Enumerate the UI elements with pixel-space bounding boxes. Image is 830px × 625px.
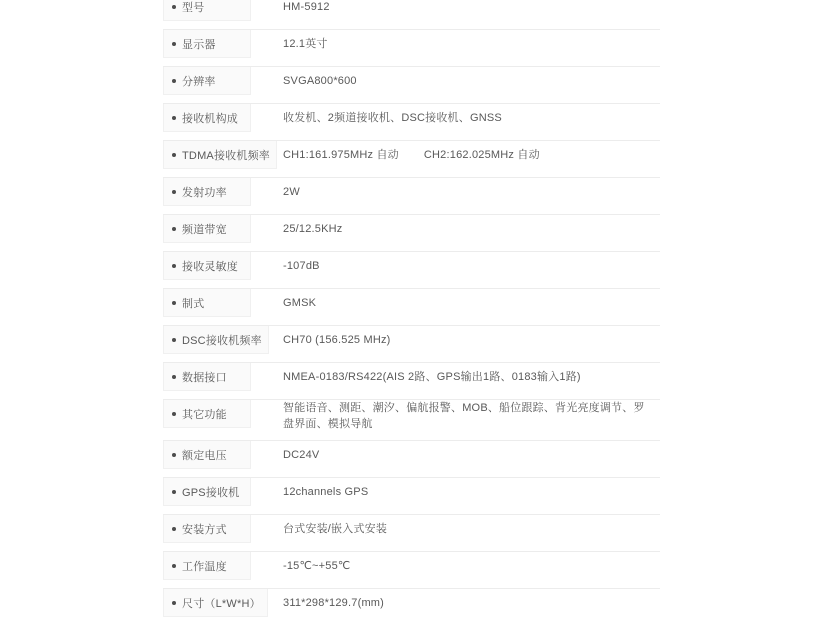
spec-value xyxy=(283,289,660,317)
spec-label-cell xyxy=(163,215,251,243)
spec-row xyxy=(163,399,660,440)
spec-row xyxy=(163,140,660,177)
spec-value-text: 12.1英寸 xyxy=(283,38,328,50)
bullet-icon xyxy=(172,490,176,494)
spec-value xyxy=(283,215,660,243)
spec-label-column xyxy=(163,441,283,469)
spec-label: TDMA接收机频率 xyxy=(182,149,270,162)
spec-label-cell xyxy=(163,552,251,580)
spec-label: 安装方式 xyxy=(182,523,227,536)
spec-label: 数据接口 xyxy=(182,371,227,384)
spec-label-cell xyxy=(163,363,251,391)
spec-row xyxy=(163,514,660,551)
spec-row xyxy=(163,214,660,251)
bullet-icon xyxy=(172,42,176,46)
spec-value xyxy=(283,0,660,21)
spec-label: 额定电压 xyxy=(182,449,227,462)
spec-label-cell xyxy=(163,104,251,132)
spec-value xyxy=(283,141,660,169)
spec-label-column xyxy=(163,326,283,354)
spec-row xyxy=(163,551,660,588)
spec-row xyxy=(163,588,660,625)
spec-label-column xyxy=(163,552,283,580)
spec-label: 工作温度 xyxy=(182,560,227,573)
spec-value xyxy=(283,252,660,280)
spec-label: 制式 xyxy=(182,297,205,310)
spec-table xyxy=(163,0,660,625)
spec-value xyxy=(283,30,660,58)
spec-value xyxy=(283,478,660,506)
spec-row xyxy=(163,288,660,325)
spec-value-text: SVGA800*600 xyxy=(283,75,357,87)
bullet-icon xyxy=(172,375,176,379)
spec-row xyxy=(163,251,660,288)
spec-row xyxy=(163,362,660,399)
spec-label-column xyxy=(163,589,283,617)
spec-label-cell xyxy=(163,515,251,543)
spec-label-cell xyxy=(163,30,251,58)
bullet-icon xyxy=(172,601,176,605)
spec-label-cell xyxy=(163,441,251,469)
spec-value-text: 311*298*129.7(mm) xyxy=(283,597,385,609)
bullet-icon xyxy=(172,527,176,531)
spec-value-text: HM-5912 xyxy=(283,1,330,13)
spec-label: 尺寸（L*W*H） xyxy=(182,597,261,610)
bullet-icon xyxy=(172,227,176,231)
bullet-icon xyxy=(172,190,176,194)
spec-label-column xyxy=(163,515,283,543)
spec-row xyxy=(163,103,660,140)
spec-label-column xyxy=(163,104,283,132)
spec-label-column xyxy=(163,215,283,243)
spec-row xyxy=(163,0,660,29)
spec-value xyxy=(283,104,660,132)
spec-label-cell xyxy=(163,178,251,206)
spec-value-text: 台式安装/嵌入式安装 xyxy=(283,523,388,535)
bullet-icon xyxy=(172,338,176,342)
spec-label-cell xyxy=(163,589,268,617)
spec-value-part: CH1:161.975MHz 自动 xyxy=(283,149,399,161)
bullet-icon xyxy=(172,412,176,416)
bullet-icon xyxy=(172,153,176,157)
spec-value xyxy=(283,552,660,580)
spec-value-text: 智能语音、测距、潮汐、偏航报警、MOB、船位跟踪、背光亮度调节、罗盘界面、模拟导航 xyxy=(283,402,645,430)
spec-label-cell xyxy=(163,289,251,317)
spec-value xyxy=(283,326,660,354)
spec-label: 接收机构成 xyxy=(182,112,238,125)
spec-row xyxy=(163,477,660,514)
bullet-icon xyxy=(172,264,176,268)
spec-label-column xyxy=(163,400,283,428)
spec-row xyxy=(163,325,660,362)
spec-label-column xyxy=(163,178,283,206)
spec-row xyxy=(163,177,660,214)
spec-label: 发射功率 xyxy=(182,186,227,199)
spec-value xyxy=(283,589,660,617)
spec-label-cell xyxy=(163,400,251,428)
spec-label-cell xyxy=(163,67,251,95)
spec-value xyxy=(283,515,660,543)
bullet-icon xyxy=(172,116,176,120)
spec-label-cell xyxy=(163,0,251,21)
spec-label-column xyxy=(163,0,283,21)
spec-label: 分辨率 xyxy=(182,75,216,88)
spec-label-column xyxy=(163,67,283,95)
spec-value-text: 收发机、2频道接收机、DSC接收机、GNSS xyxy=(283,112,502,124)
spec-label-column xyxy=(163,252,283,280)
spec-label: 其它功能 xyxy=(182,408,227,421)
spec-label-cell xyxy=(163,326,269,354)
spec-label-cell xyxy=(163,478,251,506)
spec-label: DSC接收机频率 xyxy=(182,334,262,347)
spec-row xyxy=(163,66,660,103)
spec-value-text: -107dB xyxy=(283,260,320,272)
spec-label-column xyxy=(163,289,283,317)
bullet-icon xyxy=(172,301,176,305)
spec-value xyxy=(283,178,660,206)
spec-row xyxy=(163,440,660,477)
spec-value-text: GMSK xyxy=(283,297,317,309)
spec-label-column xyxy=(163,30,283,58)
spec-label-column xyxy=(163,141,283,169)
bullet-icon xyxy=(172,5,176,9)
spec-value xyxy=(283,441,660,469)
spec-value-text: NMEA-0183/RS422(AIS 2路、GPS输出1路、0183输入1路) xyxy=(283,371,581,383)
spec-value-text: 2W xyxy=(283,186,300,198)
spec-value-text: 25/12.5KHz xyxy=(283,223,343,235)
spec-label-column xyxy=(163,478,283,506)
spec-label: GPS接收机 xyxy=(182,486,240,499)
spec-value xyxy=(283,67,660,95)
spec-row xyxy=(163,29,660,66)
spec-value-text: -15℃~+55℃ xyxy=(283,560,351,572)
spec-label: 接收灵敏度 xyxy=(182,260,238,273)
spec-label: 型号 xyxy=(182,1,205,14)
spec-label-cell xyxy=(163,252,251,280)
spec-label: 显示器 xyxy=(182,38,216,51)
spec-value-part: CH2:162.025MHz 自动 xyxy=(423,149,540,161)
bullet-icon xyxy=(172,564,176,568)
bullet-icon xyxy=(172,453,176,457)
spec-value xyxy=(283,400,660,432)
spec-value-text: 12channels GPS xyxy=(283,486,369,498)
spec-label-column xyxy=(163,363,283,391)
spec-value-text: CH70 (156.525 MHz) xyxy=(283,334,391,346)
spec-value xyxy=(283,363,660,391)
spec-label: 频道带宽 xyxy=(182,223,227,236)
spec-label-cell xyxy=(163,141,277,169)
spec-value-text: DC24V xyxy=(283,449,320,461)
bullet-icon xyxy=(172,79,176,83)
